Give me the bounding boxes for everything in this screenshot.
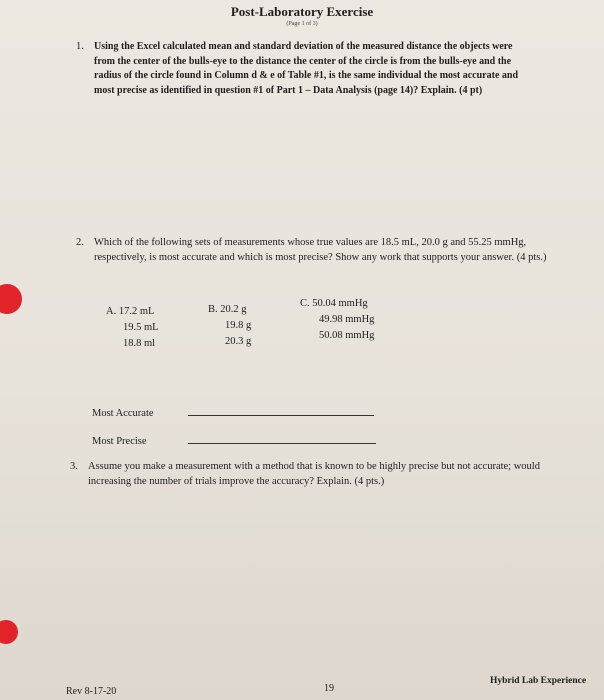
option-b-value-3: 20.3 g <box>225 336 252 347</box>
option-c-value-1: 50.04 mmHg <box>312 298 368 309</box>
question-2 <box>76 236 551 265</box>
option-c-letter: C. <box>300 298 310 309</box>
most-precise-answer-line[interactable] <box>188 443 376 444</box>
page-number: 19 <box>324 683 334 694</box>
option-a-letter: A. <box>106 306 117 317</box>
option-b-value-1: 20.2 g <box>220 304 247 315</box>
question-1-text: Using the Excel calculated mean and standard deviation of the measured distance the objects were from the center of the bulls-eye to the distance the center of the circle is from the bulls-eye and the radius of the circle found in Column d & e of Table #1, is the same individual the most accurate and most precise as identified in question #1 of Part 1 – Data Analysis (page 14)? Explain. (4 pt) <box>94 41 519 96</box>
option-b <box>208 302 251 350</box>
question-3-number: 3. <box>70 461 78 472</box>
option-a <box>106 304 159 352</box>
most-precise-label: Most Precise <box>92 436 147 447</box>
option-a-value-1: 17.2 mL <box>118 306 155 317</box>
option-c <box>300 296 374 344</box>
question-1 <box>76 40 526 98</box>
page-title: Post-Laboratory Exercise <box>230 4 374 19</box>
option-c-value-2: 49.98 mmHg <box>319 314 375 325</box>
question-2-number: 2. <box>76 237 84 248</box>
question-2-text: Which of the following sets of measurements whose true values are 18.5 mL, 20.0 g and 55.25 mmHg, respectively, is most accurate and which is most precise? Show any work that supports your answer. (4 pts.) <box>94 237 547 263</box>
option-b-value-2: 19.8 g <box>225 320 252 331</box>
question-3-text: Assume you make a measurement with a method that is known to be highly precise but not accurate; would increasing the number of trials improve the accuracy? Explain. (4 pts.) <box>88 461 540 487</box>
page-subtitle: (Page 1 of 3) <box>286 21 318 27</box>
option-a-value-2: 19.5 mL <box>123 322 159 333</box>
option-c-value-3: 50.08 mmHg <box>319 330 375 341</box>
revision-label: Rev 8-17-20 <box>66 686 117 697</box>
brand-label: Hybrid Lab Experience <box>490 676 587 686</box>
option-b-letter: B. <box>208 304 218 315</box>
option-a-value-3: 18.8 ml <box>123 338 156 349</box>
question-3 <box>70 460 575 489</box>
red-marker-dot <box>0 284 22 314</box>
most-accurate-label: Most Accurate <box>92 408 154 419</box>
most-accurate-answer-line[interactable] <box>188 415 374 416</box>
red-marker-dot-lower <box>0 620 18 644</box>
question-1-number: 1. <box>76 41 84 52</box>
